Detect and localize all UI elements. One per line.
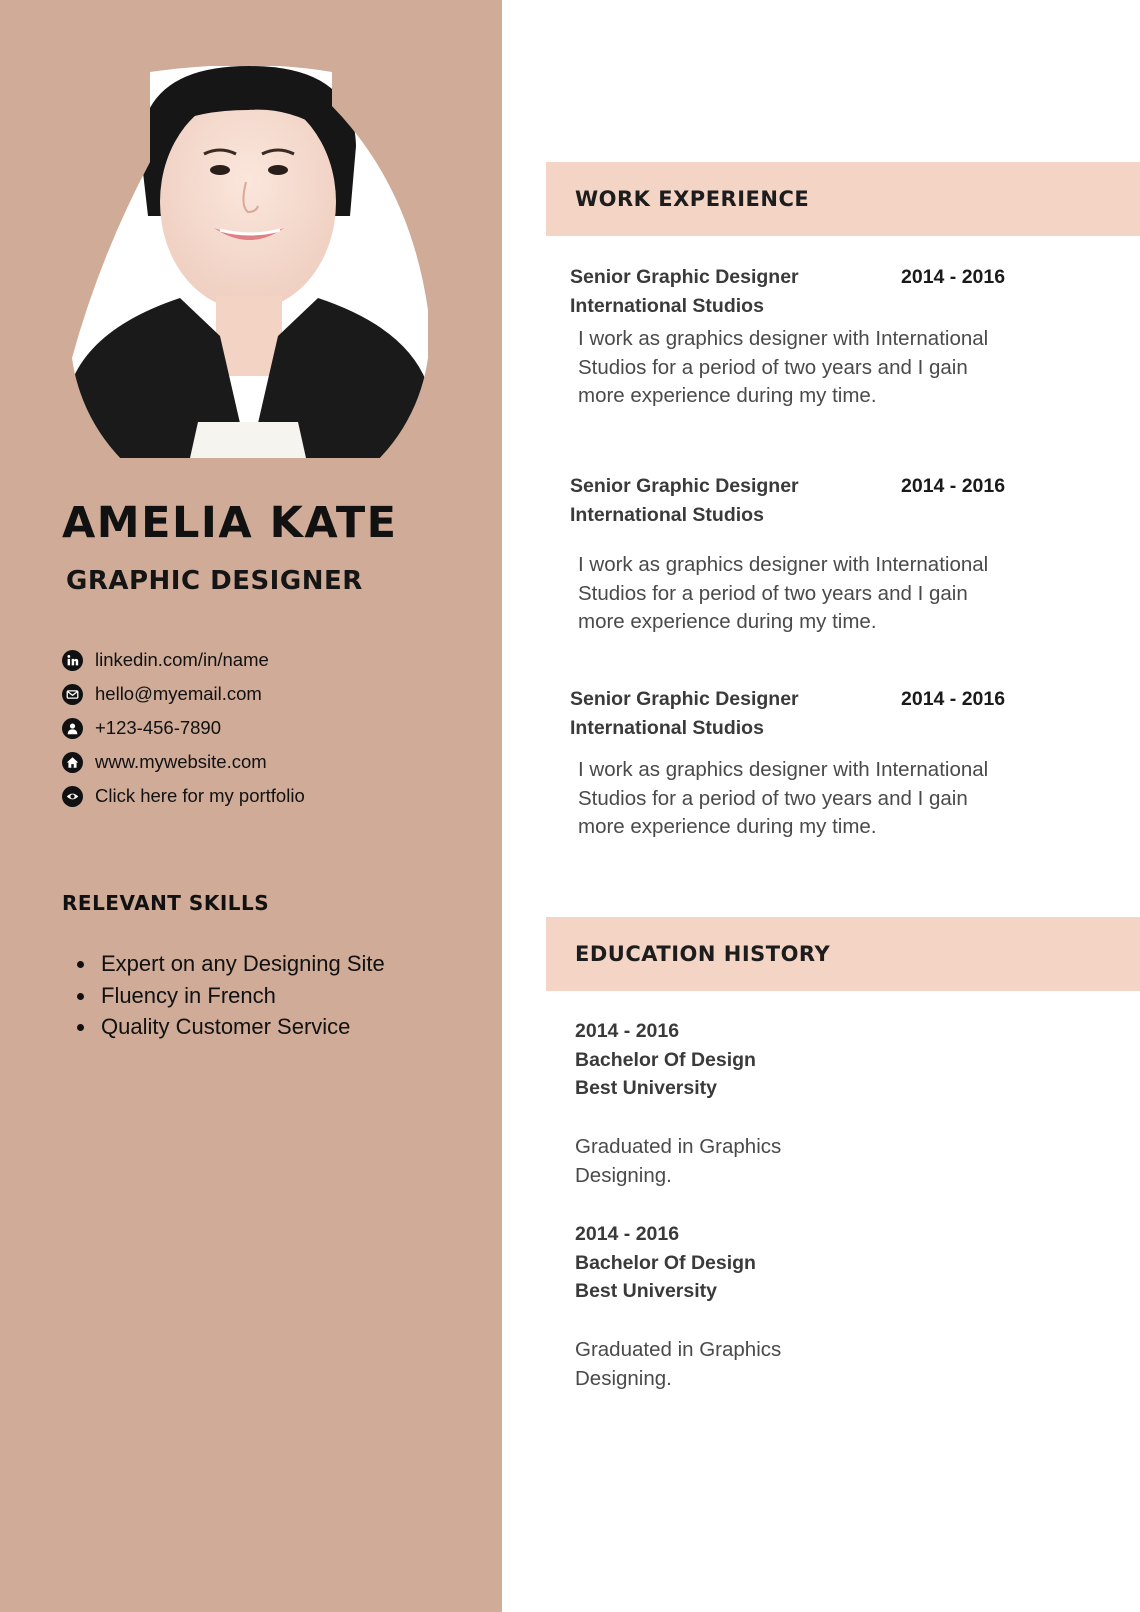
skills-list xyxy=(77,948,385,1043)
skill-item: Quality Customer Service xyxy=(77,1011,385,1043)
contact-email[interactable] xyxy=(62,682,262,706)
education-school: Best University xyxy=(575,1280,717,1302)
education-school: Best University xyxy=(575,1077,717,1099)
contact-linkedin[interactable] xyxy=(62,648,269,672)
contact-email-text: hello@myemail.com xyxy=(95,683,262,704)
education-years: 2014 - 2016 xyxy=(575,1020,680,1042)
job-title: Senior Graphic Designer xyxy=(570,266,799,288)
profile-photo xyxy=(70,66,428,458)
eye-icon xyxy=(62,786,83,807)
work-experience-heading: WORK EXPERIENCE xyxy=(575,187,810,211)
contact-website-text: www.mywebsite.com xyxy=(95,751,267,772)
home-icon xyxy=(62,752,83,773)
candidate-name: AMELIA KATE xyxy=(62,498,398,548)
skill-item: Expert on any Designing Site xyxy=(77,948,385,980)
email-icon xyxy=(62,684,83,705)
education-degree: Bachelor Of Design xyxy=(575,1049,756,1071)
contact-phone[interactable] xyxy=(62,716,221,740)
skill-item: Fluency in French xyxy=(77,980,385,1012)
education-description: Graduated in Graphics Designing. xyxy=(575,1338,782,1390)
contact-portfolio-text: Click here for my portfolio xyxy=(95,785,305,806)
job-description: I work as graphics designer with International Studios for a period of two years and I gain more experience during my time. xyxy=(578,758,989,838)
linkedin-icon xyxy=(62,650,83,671)
job-description: I work as graphics designer with International Studios for a period of two years and I gain more experience during my time. xyxy=(578,327,989,407)
education-degree: Bachelor Of Design xyxy=(575,1252,756,1274)
education-years: 2014 - 2016 xyxy=(575,1223,680,1245)
job-years: 2014 - 2016 xyxy=(901,266,1006,288)
job-title: Senior Graphic Designer xyxy=(570,688,799,710)
candidate-role: GRAPHIC DESIGNER xyxy=(66,566,363,596)
work-experience-band xyxy=(546,162,1140,236)
contact-portfolio[interactable] xyxy=(62,784,305,808)
contact-phone-text: +123-456-7890 xyxy=(95,717,222,738)
education-history-heading: EDUCATION HISTORY xyxy=(575,942,831,966)
job-company: International Studios xyxy=(570,295,764,317)
phone-icon xyxy=(62,718,83,739)
job-years: 2014 - 2016 xyxy=(901,475,1006,497)
skills-heading: RELEVANT SKILLS xyxy=(62,891,270,915)
education-description: Graduated in Graphics Designing. xyxy=(575,1135,782,1187)
job-description: I work as graphics designer with International Studios for a period of two years and I gain more experience during my time. xyxy=(578,553,989,633)
job-company: International Studios xyxy=(570,504,764,526)
contact-linkedin-text: linkedin.com/in/name xyxy=(95,649,269,670)
education-history-band xyxy=(546,917,1140,991)
job-years: 2014 - 2016 xyxy=(901,688,1006,710)
job-title: Senior Graphic Designer xyxy=(570,475,799,497)
job-company: International Studios xyxy=(570,717,764,739)
contact-website[interactable] xyxy=(62,750,267,774)
